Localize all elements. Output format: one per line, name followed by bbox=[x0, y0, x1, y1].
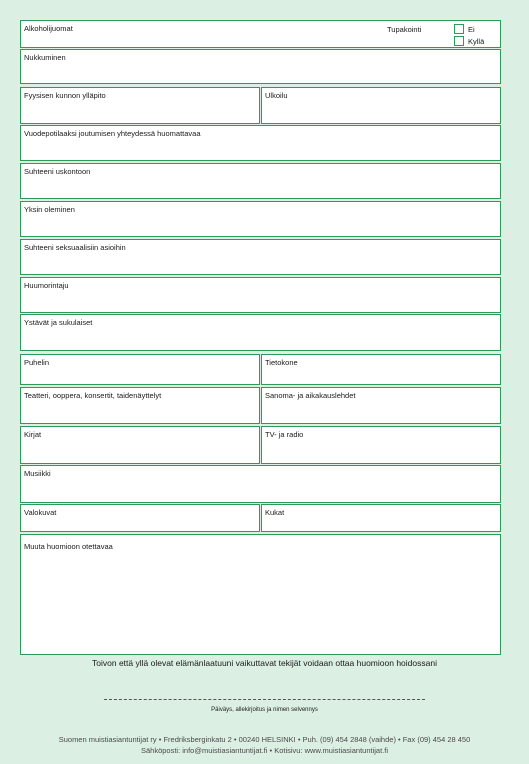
footer-address: Suomen muistiasiantuntijat ry • Fredriksberginkatu 2 • 00240 HELSINKI • Puh. (09) 454 2848 (vaihde) • Fax (09) 454 28 450 bbox=[58, 735, 471, 744]
tupakointi-ei-label: Ei bbox=[468, 25, 475, 34]
kukat-label: Kukat bbox=[265, 508, 285, 517]
puhelin-label: Puhelin bbox=[24, 358, 50, 367]
muuta-label: Muuta huomioon otettavaa bbox=[24, 542, 113, 551]
tupakointi-label: Tupakointi bbox=[387, 25, 422, 34]
seksuaalisiin-label: Suhteeni seksuaalisiin asioihin bbox=[24, 243, 126, 252]
yksin-label: Yksin oleminen bbox=[24, 205, 75, 214]
kirjat-label: Kirjat bbox=[24, 430, 42, 439]
fyysisen-kunnon-label: Fyysisen kunnon ylläpito bbox=[24, 91, 106, 100]
tupakointi-ei-checkbox[interactable] bbox=[454, 24, 464, 34]
alkoholijuomat-label: Alkoholijuomat bbox=[24, 24, 73, 33]
nukkuminen-field[interactable] bbox=[20, 49, 501, 84]
alkoholijuomat-field[interactable] bbox=[20, 20, 501, 48]
musiikki-label: Musiikki bbox=[24, 469, 51, 478]
ulkoilu-field[interactable] bbox=[261, 87, 501, 124]
yksin-field[interactable] bbox=[20, 201, 501, 237]
kirjat-field[interactable] bbox=[20, 426, 260, 464]
sanomalehdet-field[interactable] bbox=[261, 387, 501, 424]
signature-caption: Päiväys, allekirjoitus ja nimen selvennys bbox=[211, 707, 318, 713]
ulkoilu-label: Ulkoilu bbox=[265, 91, 288, 100]
tv-field[interactable] bbox=[261, 426, 501, 464]
signature-line[interactable] bbox=[104, 699, 425, 700]
uskonto-field[interactable] bbox=[20, 163, 501, 199]
musiikki-field[interactable] bbox=[20, 465, 501, 503]
vuodepotilaaksi-field[interactable] bbox=[20, 125, 501, 161]
footer-contact: Sähköposti: info@muistiasiantuntijat.fi • Kotisivu: www.muistiasiantuntijat.fi bbox=[140, 746, 388, 755]
tupakointi-kylla-checkbox[interactable] bbox=[454, 36, 464, 46]
huumorintaju-label: Huumorintaju bbox=[24, 281, 69, 290]
ystavat-field[interactable] bbox=[20, 314, 501, 351]
fyysisen-kunnon-field[interactable] bbox=[20, 87, 260, 124]
puhelin-field[interactable] bbox=[20, 354, 260, 385]
huumorintaju-field[interactable] bbox=[20, 277, 501, 313]
tupakointi-kylla-label: Kyllä bbox=[468, 37, 485, 46]
consent-note: Toivon että yllä olevat elämänlaatuuni vaikuttavat tekijät voidaan ottaa huomioon hoidossani bbox=[92, 658, 437, 668]
muuta-field[interactable] bbox=[20, 534, 501, 655]
vuodepotilaaksi-label: Vuodepotilaaksi joutumisen yhteydessä huomattavaa bbox=[24, 129, 201, 138]
ystavat-label: Ystävät ja sukulaiset bbox=[24, 318, 93, 327]
valokuvat-field[interactable] bbox=[20, 504, 260, 532]
seksuaalisiin-field[interactable] bbox=[20, 239, 501, 275]
uskonto-label: Suhteeni uskontoon bbox=[24, 167, 91, 176]
valokuvat-label: Valokuvat bbox=[24, 508, 57, 517]
tv-label: TV- ja radio bbox=[265, 430, 304, 439]
teatteri-field[interactable] bbox=[20, 387, 260, 424]
nukkuminen-label: Nukkuminen bbox=[24, 53, 66, 62]
tietokone-field[interactable] bbox=[261, 354, 501, 385]
teatteri-label: Teatteri, ooppera, konsertit, taidenäyttelyt bbox=[24, 391, 162, 400]
tietokone-label: Tietokone bbox=[265, 358, 298, 367]
kukat-field[interactable] bbox=[261, 504, 501, 532]
sanomalehdet-label: Sanoma- ja aikakauslehdet bbox=[265, 391, 356, 400]
